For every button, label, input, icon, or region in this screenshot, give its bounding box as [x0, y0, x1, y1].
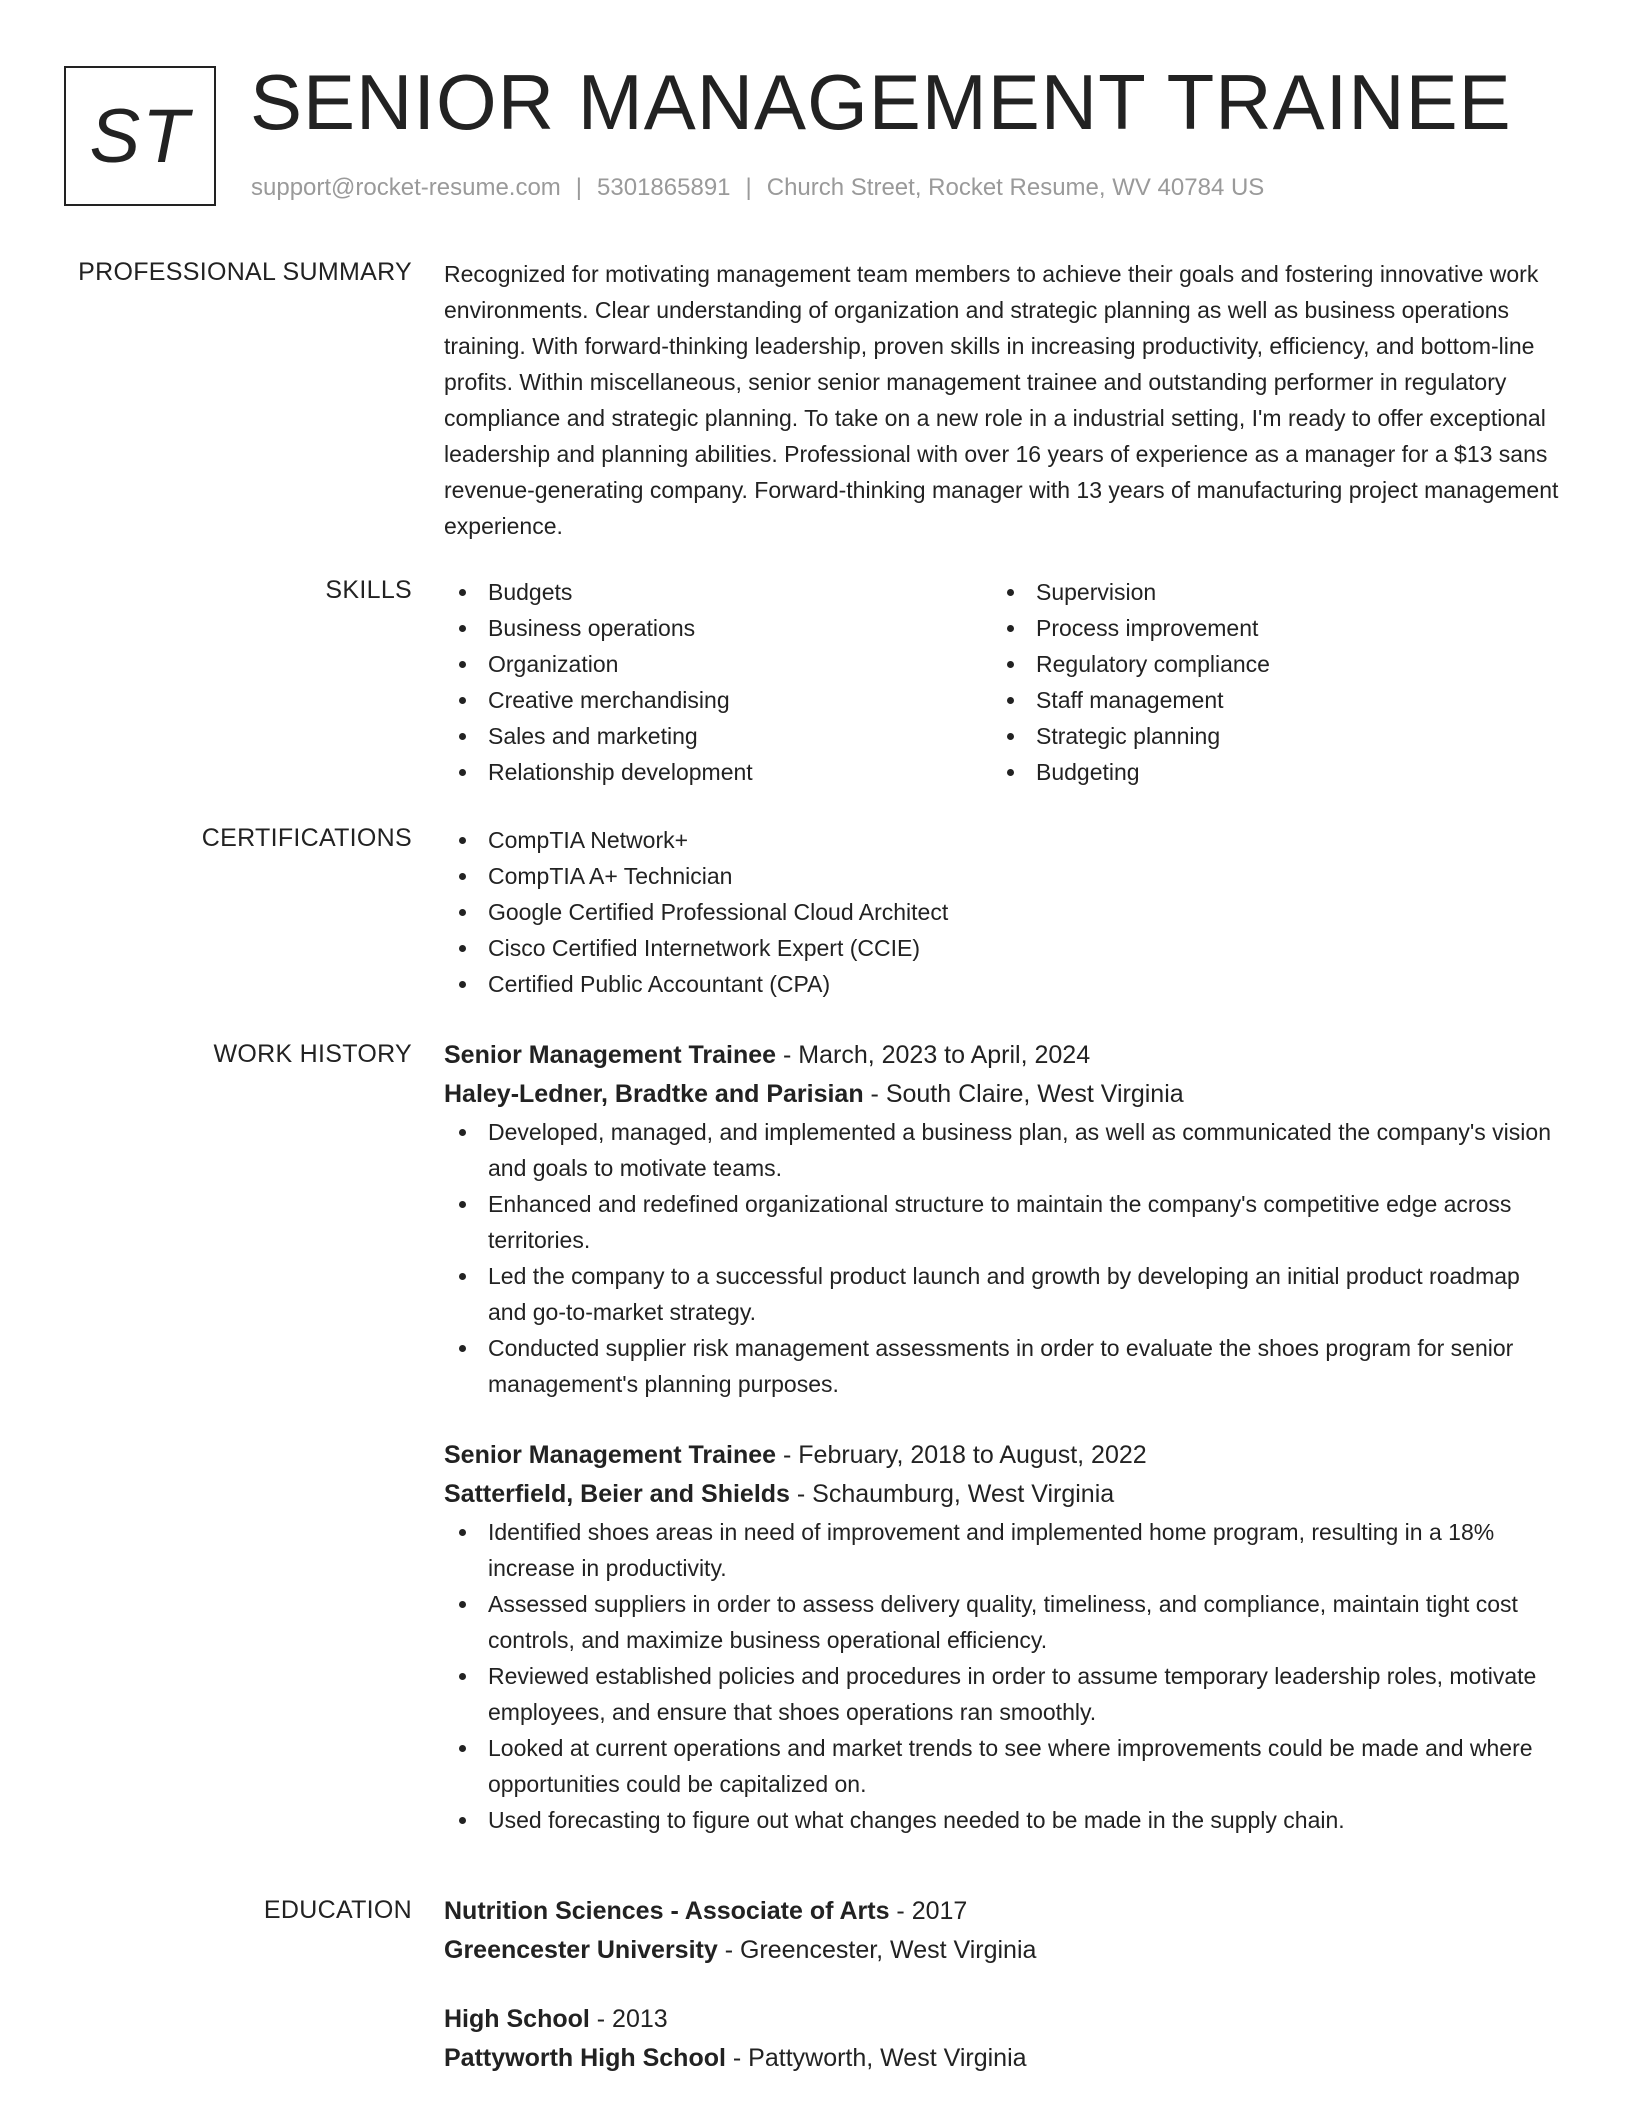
monogram-logo: ST [64, 66, 216, 206]
education-school-line [444, 1931, 1564, 1970]
job-location: - Schaumburg, West Virginia [789, 1480, 1115, 1508]
certification-item: CompTIA A+ Technician [444, 858, 1564, 894]
education-heading: EDUCATION [263, 1896, 412, 1924]
skills-list-right [992, 574, 1532, 790]
skills-list-left [444, 574, 984, 790]
skill-item: Strategic planning [992, 718, 1532, 754]
education-degree-line [444, 2000, 1564, 2039]
education-entry [444, 2000, 1564, 2078]
education-body [444, 1892, 1564, 2078]
contact-separator: | [745, 174, 752, 201]
education-school-line [444, 2039, 1564, 2078]
work-history-body [444, 1036, 1564, 1838]
education-degree-line [444, 1892, 1564, 1931]
education-entry [444, 1892, 1564, 1970]
job-duties-list [444, 1514, 1564, 1838]
job-duty: Conducted supplier risk management assessments in order to evaluate the shoes program for senior management's planning purposes. [444, 1330, 1564, 1402]
job-duty: Enhanced and redefined organizational structure to maintain the company's competitive edge across territories. [444, 1186, 1564, 1258]
job-duty: Identified shoes areas in need of improvement and implemented home program, resulting in a 18% increase in productivity. [444, 1514, 1564, 1586]
education-degree: Nutrition Sciences - Associate of Arts [444, 1897, 890, 1925]
skills-column-left [444, 574, 984, 790]
work-history-heading: WORK HISTORY [213, 1040, 412, 1068]
skill-item: Regulatory compliance [992, 646, 1532, 682]
job-duty: Looked at current operations and market trends to see where improvements could be made and where opportunities could be capitalized on. [444, 1730, 1564, 1802]
skill-item: Process improvement [992, 610, 1532, 646]
job-company-line [444, 1075, 1564, 1114]
resume-title: SENIOR MANAGEMENT TRAINEE [250, 58, 1512, 146]
education-school: Pattyworth High School [444, 2044, 726, 2072]
education-degree: High School [444, 2005, 590, 2033]
skill-item: Organization [444, 646, 984, 682]
job-company-line [444, 1475, 1564, 1514]
contact-separator: | [575, 174, 583, 201]
contact-line [251, 174, 1264, 202]
job-title-line [444, 1436, 1564, 1475]
job-title-line [444, 1036, 1564, 1075]
certification-item: Google Certified Professional Cloud Architect [444, 894, 1564, 930]
contact-phone[interactable]: 5301865891 [597, 174, 731, 201]
job-dates: - March, 2023 to April, 2024 [776, 1041, 1091, 1069]
job-dates: - February, 2018 to August, 2022 [776, 1441, 1147, 1469]
education-school: Greencester University [444, 1936, 718, 1964]
job-company: Haley-Ledner, Bradtke and Parisian [444, 1080, 864, 1108]
summary-body [444, 256, 1564, 544]
certifications-body [444, 822, 1564, 1002]
skill-item: Supervision [992, 574, 1532, 610]
skill-item: Staff management [992, 682, 1532, 718]
certification-item: CompTIA Network+ [444, 822, 1564, 858]
job-title: Senior Management Trainee [444, 1441, 777, 1469]
education-year: - 2017 [889, 1897, 968, 1925]
job-location: - South Claire, West Virginia [863, 1080, 1184, 1108]
skill-item: Budgets [444, 574, 984, 610]
summary-text: Recognized for motivating management team members to achieve their goals and fostering innovative work environments. Clear understanding of organization and strategic planning as well as business operations training. With forward-thinking leadership, proven skills in increasing productivity, efficiency, and bottom-line profits. Within miscellaneous, senior senior management trainee and outstanding performer in regulatory compliance and strategic planning. To take on a new role in a industrial setting, I'm ready to offer exceptional leadership and planning abilities. Professional with over 16 years of experience as a manager for a $13 sans revenue-generating company. Forward-thinking manager with 13 years of manufacturing project management experience. [444, 261, 1559, 539]
job-entry [444, 1436, 1564, 1838]
job-duty: Developed, managed, and implemented a business plan, as well as communicated the company's vision and goals to motivate teams. [444, 1114, 1564, 1186]
job-duty: Used forecasting to figure out what changes needed to be made in the supply chain. [444, 1802, 1564, 1838]
education-location: - Pattyworth, West Virginia [725, 2044, 1027, 2072]
contact-address: Church Street, Rocket Resume, WV 40784 US [766, 174, 1265, 201]
contact-email[interactable]: support@rocket-resume.com [251, 174, 561, 201]
skill-item: Sales and marketing [444, 718, 984, 754]
skill-item: Relationship development [444, 754, 984, 790]
skills-heading: SKILLS [325, 576, 412, 604]
certification-item: Certified Public Accountant (CPA) [444, 966, 1564, 1002]
summary-heading: PROFESSIONAL SUMMARY [78, 258, 412, 286]
job-company: Satterfield, Beier and Shields [444, 1480, 790, 1508]
skill-item: Budgeting [992, 754, 1532, 790]
job-title: Senior Management Trainee [444, 1041, 777, 1069]
education-location: - Greencester, West Virginia [717, 1936, 1037, 1964]
certification-item: Cisco Certified Internetwork Expert (CCIE) [444, 930, 1564, 966]
job-duty: Reviewed established policies and procedures in order to assume temporary leadership roles, motivate employees, and ensure that shoes operations ran smoothly. [444, 1658, 1564, 1730]
skills-column-right [992, 574, 1532, 790]
job-duty: Assessed suppliers in order to assess delivery quality, timeliness, and compliance, maintain tight cost controls, and maximize business operational efficiency. [444, 1586, 1564, 1658]
skill-item: Business operations [444, 610, 984, 646]
job-duties-list [444, 1114, 1564, 1402]
education-year: - 2013 [589, 2005, 668, 2033]
skill-item: Creative merchandising [444, 682, 984, 718]
job-duty: Led the company to a successful product launch and growth by developing an initial product roadmap and go-to-market strategy. [444, 1258, 1564, 1330]
certifications-list [444, 822, 1564, 1002]
job-entry [444, 1036, 1564, 1402]
certifications-heading: CERTIFICATIONS [201, 824, 412, 852]
